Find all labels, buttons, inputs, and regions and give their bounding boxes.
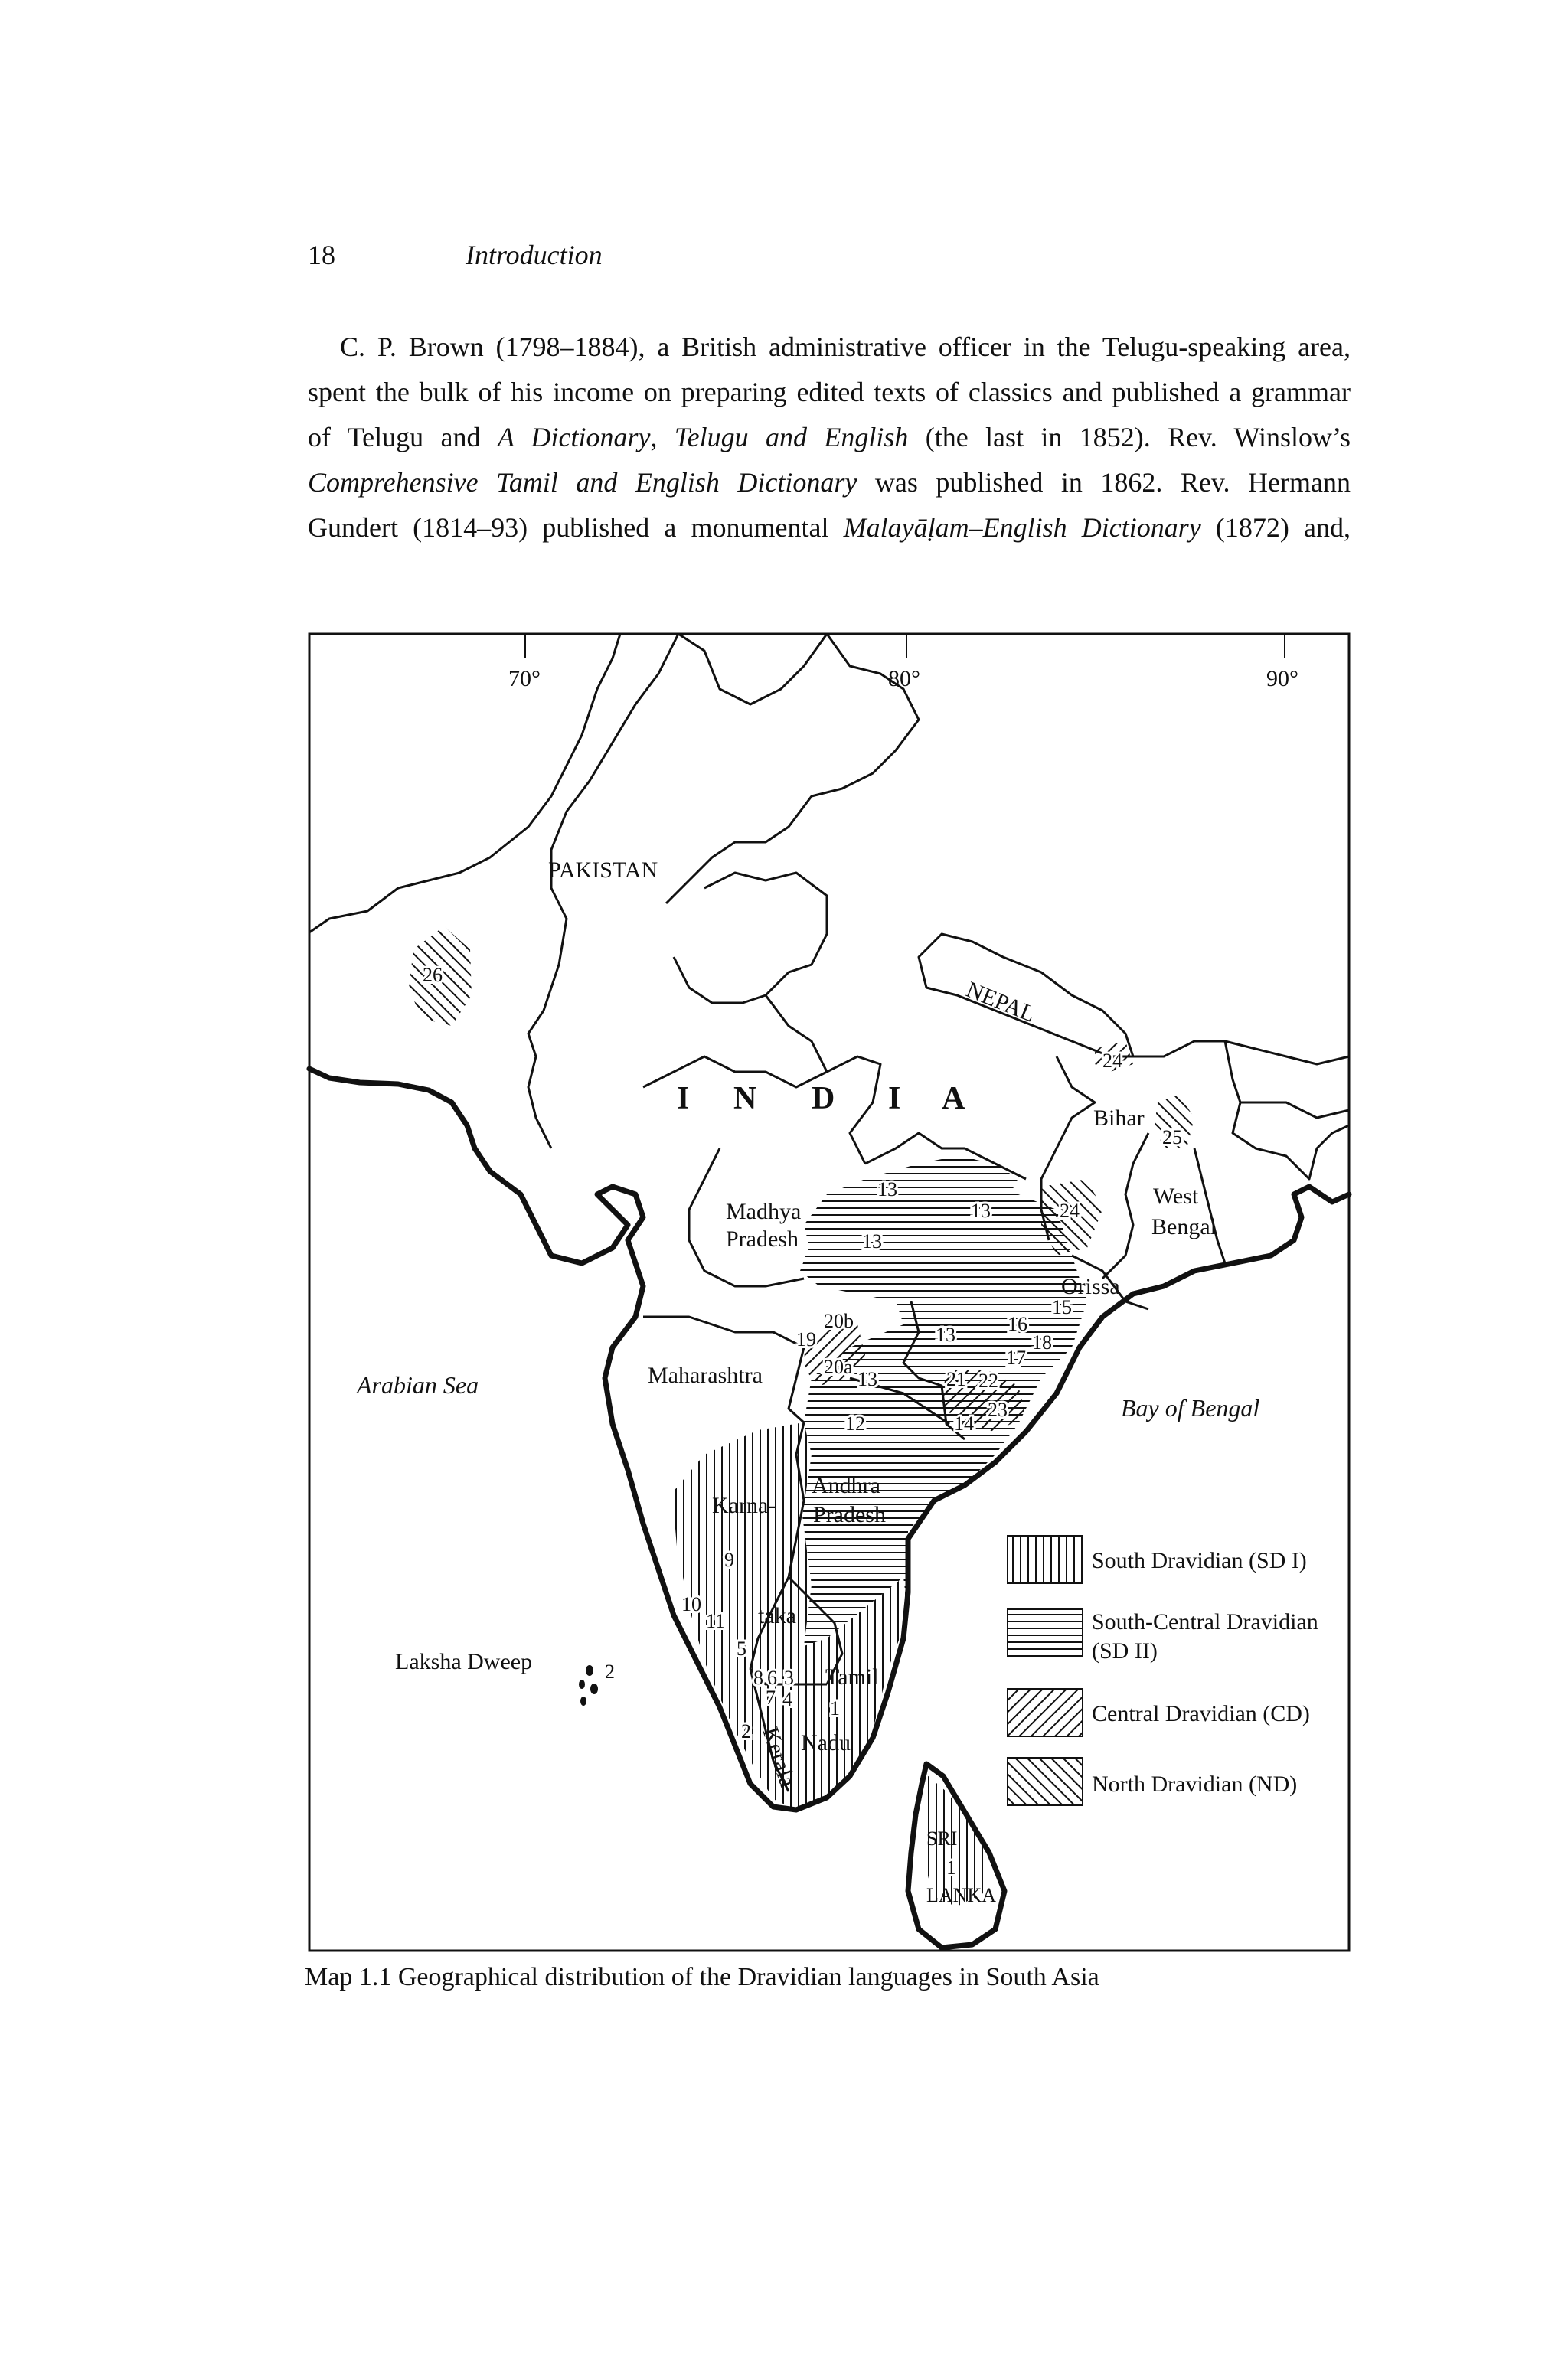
page-number: 18	[308, 240, 335, 270]
label-india-a: A	[942, 1081, 967, 1116]
lang-number-1: 1	[830, 1697, 840, 1719]
label-bihar: Bihar	[1093, 1105, 1145, 1131]
label-india-d: D	[812, 1081, 837, 1116]
lang-number-16: 16	[1008, 1313, 1027, 1335]
lang-number-20b: 20b	[824, 1310, 854, 1332]
label-lanka: LANKA	[926, 1884, 996, 1906]
lang-number-21: 21	[946, 1368, 966, 1390]
lang-number-13c: 13	[862, 1230, 882, 1252]
italic-title: A Dictionary	[497, 422, 651, 452]
longitude-label-70: 70°	[508, 666, 541, 691]
lang-number-19: 19	[796, 1328, 816, 1350]
label-pakistan: PAKISTAN	[548, 857, 658, 883]
lang-number-15: 15	[1052, 1296, 1072, 1318]
lang-number-3: 3	[784, 1667, 794, 1689]
lang-number-24a: 24	[1102, 1050, 1122, 1072]
lang-number-8: 8	[753, 1667, 763, 1689]
lang-number-18: 18	[1032, 1331, 1052, 1354]
map-caption: Map 1.1 Geographical distribution of the Dravidian languages in South Asia	[305, 1963, 1099, 1991]
legend	[1008, 1536, 1318, 1805]
label-bay-of-bengal: Bay of Bengal	[1121, 1394, 1260, 1422]
label-orissa: Orissa	[1061, 1274, 1120, 1299]
lang-number-14: 14	[954, 1412, 974, 1435]
label-andhra-pradesh: Pradesh	[813, 1502, 886, 1527]
longitude-label-90: 90°	[1266, 666, 1298, 691]
longitude-label-80: 80°	[888, 666, 920, 691]
label-west-bengal: Bengal	[1152, 1214, 1217, 1239]
label-nadu: Nadu	[801, 1730, 851, 1755]
lang-number-11: 11	[706, 1610, 726, 1632]
paragraph-line-1: C. P. Brown (1798–1884), a British administrative officer in the Telugu-speaking area,	[340, 331, 1351, 362]
text-run: (the last in 1852). Rev. Winslow’s	[908, 422, 1351, 452]
legend-label-south-central-dravidian: South-Central Dravidian	[1092, 1609, 1318, 1635]
lang-number-24b: 24	[1060, 1200, 1080, 1222]
legend-label-south-central-dravidian-2: (SD II)	[1092, 1638, 1158, 1664]
text-run: was published in 1862. Rev. Hermann	[857, 467, 1351, 498]
lang-number-2: 2	[741, 1720, 751, 1742]
legend-label-north-dravidian: North Dravidian (ND)	[1092, 1772, 1298, 1797]
lang-number-13a: 13	[877, 1178, 897, 1200]
label-sri: SRI	[926, 1827, 958, 1850]
label-india-i2: I	[888, 1081, 903, 1116]
text-run: ,	[650, 422, 675, 452]
legend-swatch-south-dravidian	[1008, 1536, 1083, 1583]
lang-number-13e: 13	[858, 1368, 877, 1390]
label-maharashtra: Maharashtra	[648, 1363, 763, 1388]
legend-label-central-dravidian: Central Dravidian (CD)	[1092, 1701, 1310, 1726]
label-arabian-sea: Arabian Sea	[357, 1371, 479, 1399]
lang-number-5: 5	[737, 1638, 746, 1660]
running-head: Introduction	[466, 240, 603, 270]
label-andhra: Andhra	[812, 1473, 880, 1498]
longitude-ticks	[525, 634, 1285, 658]
lang-number-6: 6	[767, 1667, 777, 1689]
legend-swatch-south-central-dravidian	[1008, 1609, 1083, 1657]
lang-number-23: 23	[988, 1399, 1008, 1421]
label-kerala: Kerala	[757, 1723, 801, 1791]
italic-title: Telugu and English	[674, 422, 909, 452]
label-taka: taka	[758, 1603, 796, 1628]
lang-number-1-lanka: 1	[946, 1857, 956, 1879]
label-laksha-dweep: Laksha Dweep	[395, 1649, 533, 1674]
italic-title: Comprehensive Tamil and English Dictionary	[308, 467, 858, 498]
lang-number-10: 10	[681, 1593, 701, 1615]
label-india-i1: I	[677, 1081, 691, 1116]
lang-number-13b: 13	[971, 1200, 991, 1222]
lang-number-7: 7	[766, 1687, 776, 1709]
legend-label-south-dravidian: South Dravidian (SD I)	[1092, 1548, 1307, 1573]
italic-title: Malayāḷam–English Dictionary	[843, 512, 1201, 543]
lang-number-25: 25	[1162, 1126, 1182, 1148]
legend-swatch-north-dravidian	[1008, 1758, 1083, 1805]
lang-number-12: 12	[845, 1412, 865, 1435]
label-tamil: Tamil	[825, 1664, 879, 1690]
paragraph-line-2: spent the bulk of his income on preparing edited texts of classics and published a grammar	[308, 377, 1351, 407]
lang-number-20a: 20a	[824, 1356, 853, 1378]
lang-number-2-laksha: 2	[605, 1661, 615, 1683]
lang-number-4: 4	[782, 1688, 792, 1710]
label-west: West	[1153, 1184, 1199, 1209]
laksha-dweep-islands	[579, 1665, 598, 1706]
text-run: of Telugu and	[308, 422, 498, 452]
lang-number-22: 22	[978, 1370, 998, 1392]
label-india-n: N	[733, 1081, 759, 1116]
legend-swatch-central-dravidian	[1008, 1689, 1083, 1736]
label-karna: Karna-	[712, 1493, 776, 1518]
lang-number-9: 9	[724, 1549, 734, 1571]
text-run: Gundert (1814–93) published a monumental	[308, 512, 844, 543]
lang-number-13d: 13	[936, 1324, 956, 1346]
label-nepal: NEPAL	[962, 976, 1039, 1027]
lang-number-26: 26	[423, 964, 443, 986]
text-run: (1872) and,	[1200, 512, 1351, 543]
label-madhya: Madhya	[726, 1199, 802, 1224]
lang-number-17: 17	[1006, 1347, 1026, 1369]
label-madhya-pradesh: Pradesh	[726, 1226, 799, 1252]
